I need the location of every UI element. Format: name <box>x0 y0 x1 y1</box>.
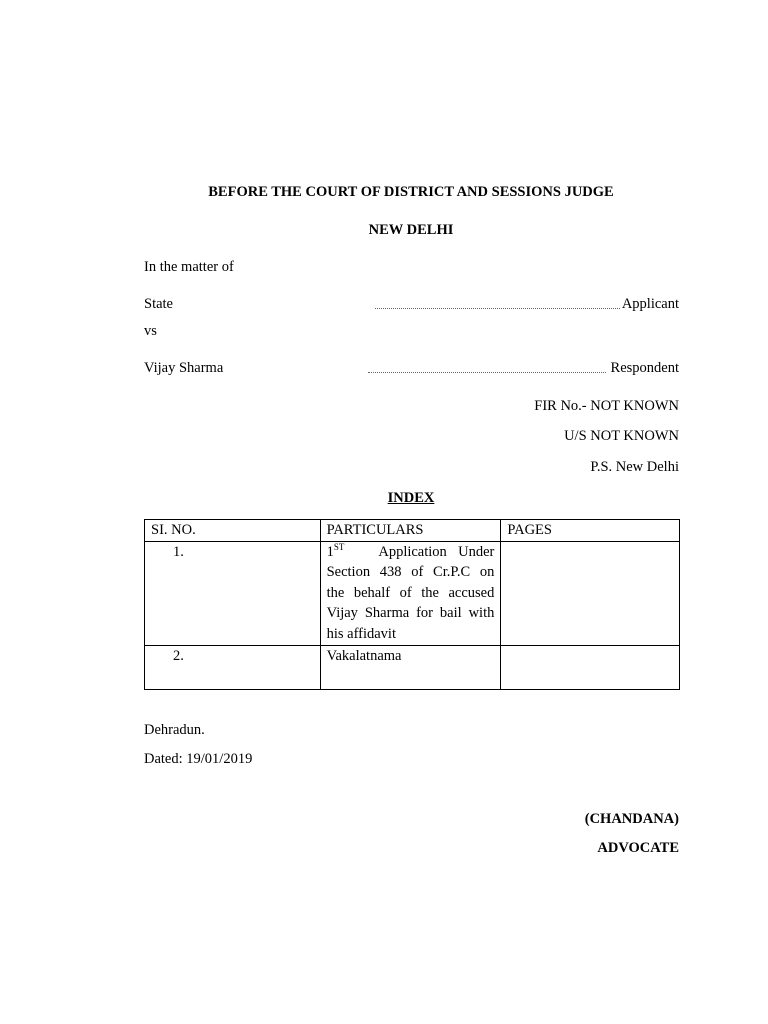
pages-cell <box>501 645 680 689</box>
party1-role: Applicant <box>621 296 679 312</box>
signatory-designation: ADVOCATE <box>597 840 679 856</box>
party2-name: Vijay Sharma <box>144 360 224 376</box>
court-title: BEFORE THE COURT OF DISTRICT AND SESSIONS JUDGE <box>208 184 614 200</box>
column-header-sl-no: SI. NO. <box>145 520 321 542</box>
date-text: Dated: 19/01/2019 <box>144 751 253 767</box>
particulars-line-5: his affidavit <box>326 625 396 642</box>
sl-number: 2. <box>173 647 184 664</box>
particulars-cell <box>320 541 501 645</box>
party1-name: State <box>144 296 173 312</box>
place-text: Dehradun. <box>144 722 205 738</box>
party2-dotted-leader <box>368 371 606 373</box>
particulars-line-1 <box>327 542 495 563</box>
particulars-line-3: the behalf of the accused <box>326 584 495 601</box>
table-row <box>145 541 680 645</box>
column-header-pages: PAGES <box>501 520 680 542</box>
particulars-line-4: Vijay Sharma for bail with <box>326 605 495 621</box>
table-row <box>145 645 680 689</box>
police-station: P.S. New Delhi <box>590 459 679 475</box>
signatory-name: (CHANDANA) <box>584 811 679 827</box>
sl-cell <box>145 541 321 645</box>
party2-role: Respondent <box>610 360 679 376</box>
index-table <box>144 519 680 690</box>
fir-number: FIR No.- NOT KNOWN <box>534 398 679 414</box>
particulars-cell: Vakalatnama <box>320 645 501 689</box>
versus-text: vs <box>144 323 157 339</box>
ordinal-suffix: ST <box>333 541 345 552</box>
ordinal-number: 1 <box>326 543 334 560</box>
matter-intro: In the matter of <box>144 259 234 275</box>
pages-cell <box>501 541 680 645</box>
index-heading: INDEX <box>387 490 435 506</box>
under-section: U/S NOT KNOWN <box>564 428 679 444</box>
sl-cell <box>145 645 321 689</box>
party1-dotted-leader <box>375 307 620 309</box>
sl-number: 1. <box>173 543 184 560</box>
column-header-particulars: PARTICULARS <box>320 520 501 542</box>
table-header-row <box>145 520 680 542</box>
city-heading: NEW DELHI <box>368 222 454 238</box>
particulars-line-1-text: Application Under <box>378 543 495 560</box>
particulars-line-2: Section 438 of Cr.P.C on <box>326 564 495 580</box>
